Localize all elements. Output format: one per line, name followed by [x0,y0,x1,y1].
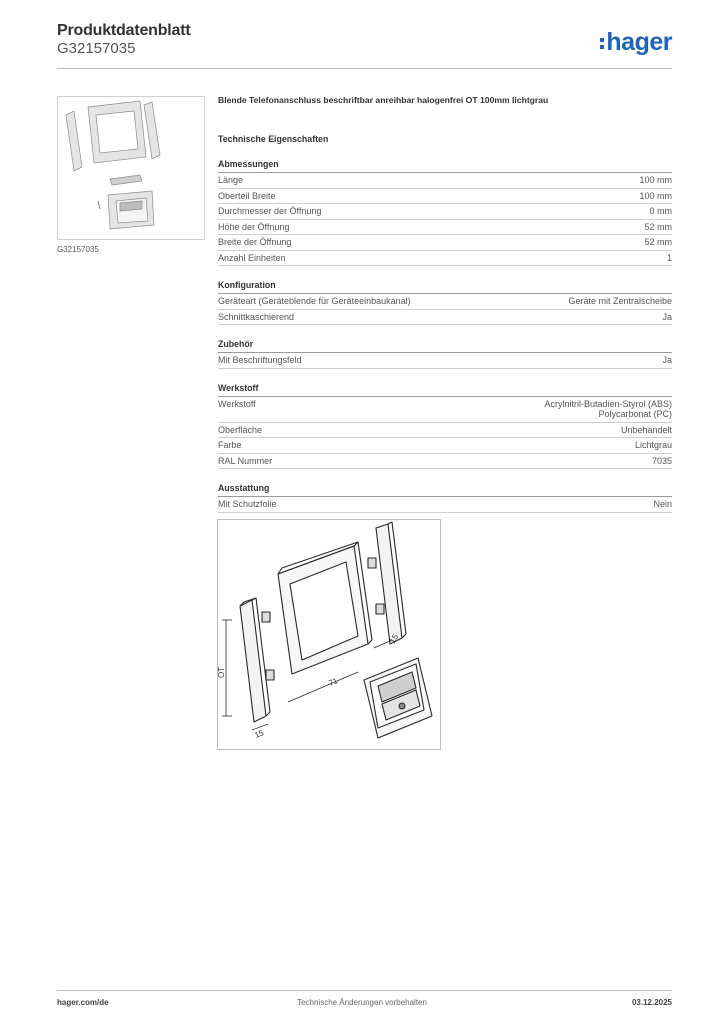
technical-properties-heading: Technische Eigenschaften [218,134,329,144]
spec-value: 100 mm [639,190,672,201]
spec-label: Länge [218,175,244,185]
spec-value: Geräte mit Zentralscheibe [568,296,672,306]
hager-logo [600,28,672,57]
section-heading: Zubehör [218,339,672,353]
spec-label: Anzahl Einheiten [218,252,286,263]
product-title: Blende Telefonanschluss beschriftbar anreihbar halogenfrei OT 100mm lichtgrau [218,95,549,105]
spec-row [218,204,672,220]
dimension-ot-label: OT [217,666,226,678]
header-divider [57,68,672,69]
spec-value [544,399,672,420]
dimension-15-right-label: 15 [387,632,401,645]
spec-row [218,454,672,470]
spec-row [218,251,672,267]
section-equipment [218,483,672,513]
spec-value: Ja [662,355,672,365]
spec-row [218,438,672,454]
technical-drawing-image [218,520,440,749]
section-heading: Ausstattung [218,483,672,497]
spec-value: Nein [653,499,672,509]
spec-value-line: Acrylnitril-Butadien-Styrol (ABS) [544,398,672,409]
footer-disclaimer: Technische Änderungen vorbehalten [297,998,427,1007]
technical-drawing [217,519,441,750]
spec-value: 7035 [651,455,672,466]
spec-row [218,235,672,251]
spec-row [218,173,672,189]
section-heading: Konfiguration [218,280,672,294]
dimension-15-left-label: 15 [253,728,266,740]
spec-value: Unbehandelt [620,424,672,435]
spec-label: Mit Beschriftungsfeld [218,355,302,365]
dimension-71-label: 71 [327,676,340,688]
spec-row [218,497,672,513]
spec-row [218,353,672,369]
spec-row [218,397,672,423]
spec-label: Geräteart (Geräteblende für Geräteeinbaukanal) [218,296,411,306]
spec-label: Durchmesser der Öffnung [218,206,322,216]
spec-label: Farbe [218,440,242,450]
spec-row [218,294,672,310]
spec-row [218,310,672,326]
section-configuration [218,280,672,325]
thumbnail-caption: G32157035 [57,245,99,254]
footer-date: 03.12.2025 [631,998,672,1007]
spec-row [218,423,672,439]
spec-label: Höhe der Öffnung [218,221,290,232]
spec-value: 100 mm [639,175,672,185]
product-specs [218,90,672,548]
section-material [218,383,672,470]
footer-divider [57,990,672,991]
page-title: Produktdatenblatt [57,22,191,39]
section-accessories [218,339,672,369]
spec-label: Schnittkaschierend [218,311,295,322]
footer-website: hager.com/de [57,998,109,1007]
spec-row [218,189,672,205]
product-thumbnail-image [58,97,204,239]
logo-text: hager [606,28,672,56]
spec-value: Ja [662,311,672,322]
spec-label: RAL Nummer [218,455,273,466]
spec-value: 1 [666,252,672,263]
logo-dots-icon [600,35,604,52]
spec-label: Werkstoff [218,398,256,409]
spec-label: Mit Schutzfolie [218,499,277,509]
section-heading: Abmessungen [218,159,672,173]
spec-value: 52 mm [644,237,672,247]
section-dimensions [218,159,672,266]
spec-label: Breite der Öffnung [218,237,292,247]
spec-label: Oberfläche [218,424,263,435]
section-heading: Werkstoff [218,383,672,397]
spec-value: Lichtgrau [634,440,672,450]
article-number: G32157035 [57,40,136,57]
spec-value-line: Polycarbonat (PC) [598,409,672,419]
spec-value: 0 mm [649,206,672,216]
product-thumbnail [57,96,205,240]
spec-value: 52 mm [644,221,672,232]
spec-label: Oberteil Breite [218,190,276,201]
spec-row [218,220,672,236]
